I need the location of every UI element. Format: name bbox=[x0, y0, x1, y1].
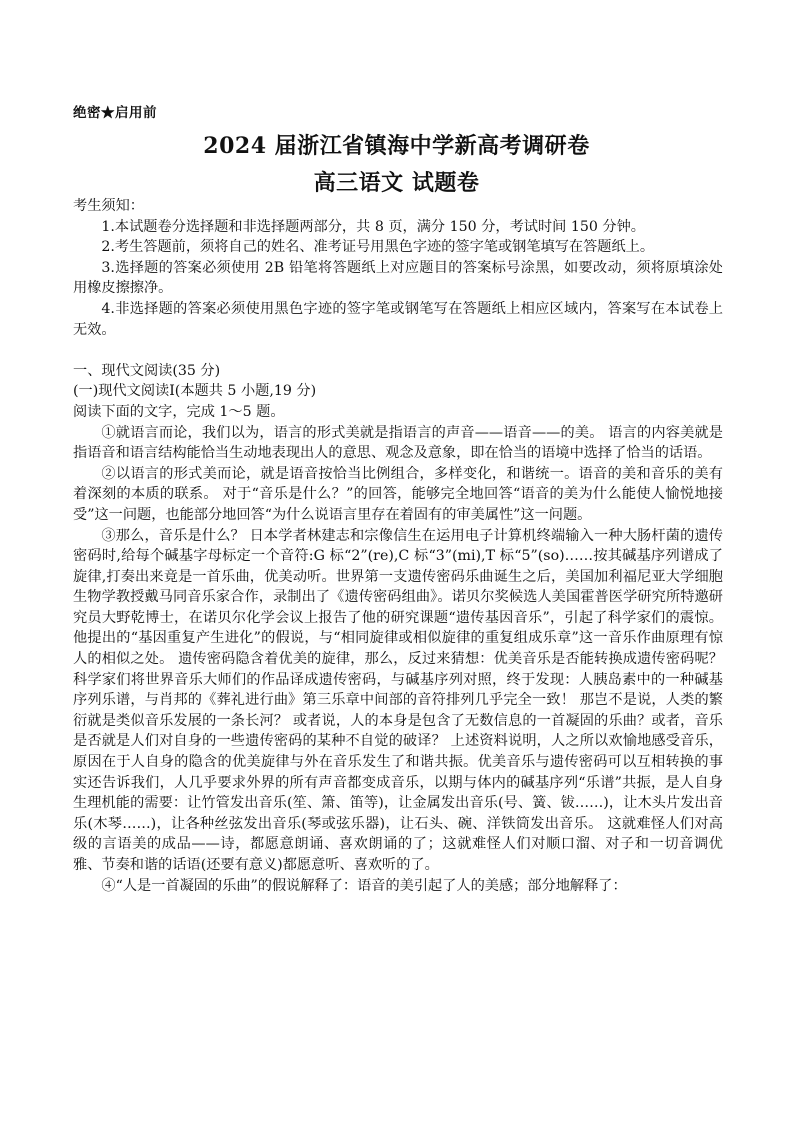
passage-paragraph: ③那么，音乐是什么？ 日本学者林建志和宗像信生在运用电子计算机终端输入一种大肠杆菌的遗传密码时,给每个碱基字母标定一个音符:G 标“2”(re),C 标“3”(mi),T 标“5”(so)……按其碱基序列谱成了旋律,打奏出来竟是一首乐曲，优美动听。世界第一支遗传密码乐曲诞生之后，美国加利福尼亚大学细胞生物学教授戴马同音乐家合作，录制出了《遗传密码组曲》。诺贝尔奖候选人美国霍普医学研究所特邀研究员大野乾博士，在诺贝尔化学会议上报告了他的研究课题“遗传基因音乐”，引起了科学家们的震惊。他提出的“基因重复产生进化”的假说，与“相同旋律或相似旋律的重复组成乐章”这一音乐作曲原理有惊人的相似之处。 遗传密码隐含着优美的旋律，那么，反过来猜想：优美音乐是否能转换成遗传密码呢？ 科学家们将世界音乐大师们的作品译成遗传密码，与碱基序列对照，终于发现：人胰岛素中的一种碱基序列乐谱，与肖邦的《葬礼进行曲》第三乐章中间部的音符排列几乎完全一致！ 那岂不是说，人类的繁衍就是类似音乐发展的一条长河？ 或者说，人的本身是包含了无数信息的一首凝固的乐曲？或者，音乐是否就是人们对自身的一些遗传密码的某种不自觉的破译？ 上述资料说明，人之所以欢愉地感受音乐，原因在于人自身的隐含的优美旋律与外在音乐发生了和谐共振。优美音乐与遗传密码可以互相转换的事实还告诉我们，人几乎要求外界的所有声音都变成音乐，以期与体内的碱基序列“乐谱”共振，是人自身生理机能的需要：让竹管发出音乐(笙、箫、笛等)，让金属发出音乐(号、簧、钹……)，让木头片发出音乐(木琴……)，让各种丝弦发出音乐(琴或弦乐器)，让石头、碗、洋铁筒发出音乐。 这就难怪人们对高级的言语美的成品——诗，都愿意朗诵、喜欢朗诵的了；这就难怪人们对顺口溜、对子和一切音调优雅、节奏和谐的话语(还要有意义)都愿意听、喜欢听的了。 bbox=[73, 527, 723, 873]
passage-paragraph: ①就语言而论，我们以为，语言的形式美就是指语言的声音——语音——的美。 语言的内容美就是指语音和语言结构能恰当生动地表现出人的意思、观念及意象，即在恰当的语境中选择了恰当的话语。 bbox=[73, 424, 723, 462]
exam-title: 2024 届浙江省镇海中学新高考调研卷 bbox=[203, 133, 590, 159]
spacer bbox=[73, 340, 723, 361]
notice-item: 4.非选择题的答案必须使用黑色字迹的签字笔或钢笔写在答题纸上相应区域内，答案写在本试卷上无效。 bbox=[73, 300, 723, 338]
notice-item: 3.选择题的答案必须使用 2B 铅笔将答题纸上对应题目的答案标号涂黑，如要改动，须将原填涂处用橡皮擦擦净。 bbox=[73, 259, 723, 297]
notice-heading: 考生须知： bbox=[73, 198, 144, 214]
notice-item: 1.本试题卷分选择题和非选择题两部分，共 8 页，满分 150 分，考试时间 150 分钟。 bbox=[101, 218, 645, 235]
reading-instruction: 阅读下面的文字，完成 1～5 题。 bbox=[73, 403, 285, 420]
document-body bbox=[73, 196, 723, 896]
notice-item: 2.考生答题前，须将自己的姓名、准考证号用黑色字迹的签字笔或钢笔填写在答题纸上。 bbox=[101, 239, 655, 256]
section-subheading: (一)现代文阅读Ⅰ(本题共 5 小题,19 分) bbox=[73, 383, 317, 400]
section-heading: 一、现代文阅读(35 分) bbox=[73, 362, 221, 379]
secret-label: 绝密★启用前 bbox=[73, 105, 157, 121]
passage-paragraph: ④“人是一首凝固的乐曲”的假说解释了：语音的美引起了人的美感；部分地解释了： bbox=[101, 877, 627, 894]
exam-subtitle: 高三语文 试题卷 bbox=[313, 170, 480, 196]
passage-paragraph: ②以语言的形式美而论，就是语音按恰当比例组合，多样变化，和谐统一。语音的美和音乐的美有着深刻的本质的联系。 对于“音乐是什么？”的回答，能够完全地回答“语音的美为什么能使人愉悦地接受”这一问题，也能部分地回答“为什么说语言里存在着固有的审美属性”这一问题。 bbox=[73, 465, 723, 523]
